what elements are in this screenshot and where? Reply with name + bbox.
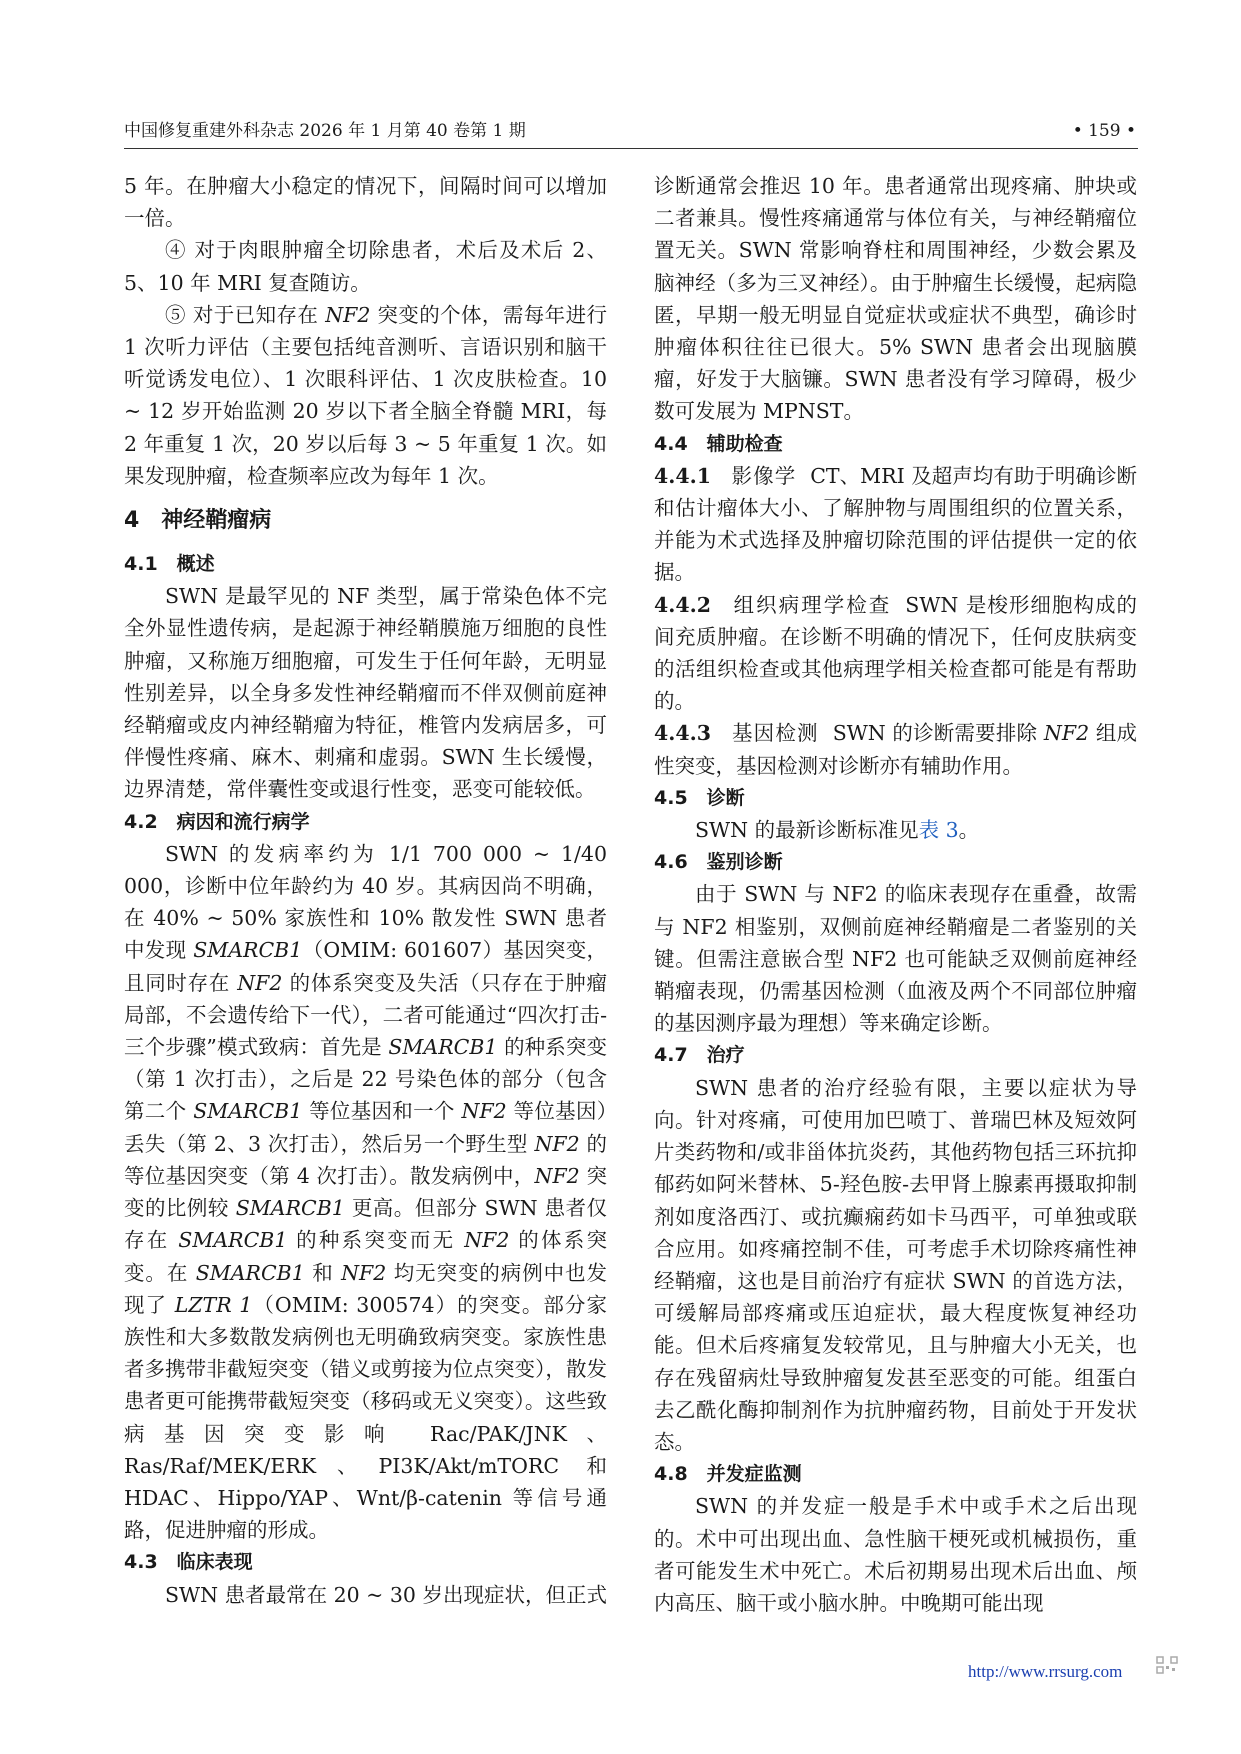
subsection-heading: 4.7 治疗 <box>654 1044 745 1067</box>
paragraph: SWN 患者最常在 20 ~ 30 岁出现症状，但正式 <box>165 1582 607 1607</box>
paragraph: SWN 的并发症一般是手术中或手术之后出现的。术中可出现出血、急性脑干梗死或机械损伤，重者可能发生术中死亡。术后初期易出现术后出血、颅内高压、脑干或小脑水肿。中晚期可能出现 <box>654 1494 1137 1615</box>
paragraph: SWN 患者的治疗经验有限，主要以症状为导向。针对疼痛，可使用加巴喷丁、普瑞巴林及短效阿片类药物和/或非甾体抗炎药，其他药物包括三环抗抑郁药如阿米替林、5-羟色胺-去甲肾上腺素再摄取抑制剂如度洛西汀、或抗癫痫药如卡马西平，可单独或联合应用。如疼痛控制不佳，可考虑手术切除疼痛性神经鞘瘤，这也是目前治疗有症状 SWN 的首选方法，可缓解局部疼痛或压迫症状，最大程度恢复神经功能。但术后疼痛复发较常见，且与肿瘤大小无关，也存在残留病灶导致肿瘤复发甚至恶变的可能。组蛋白去乙酰化酶抑制剂作为抗肿瘤药物，目前处于开发状态。 <box>654 1075 1137 1454</box>
table-link[interactable]: 表 3 <box>918 818 959 843</box>
paragraph: 4.4.2 组织病理学检查 SWN 是梭形细胞构成的间充质肿瘤。在诊断不明确的情况下，任何皮肤病变的活组织检查或其他病理学相关检查都可能是有帮助的。 <box>654 592 1138 714</box>
paragraph: SWN 是最罕见的 NF 类型，属于常染色体不完全外显性遗传病，是起源于神经鞘膜施万细胞的良性肿瘤，又称施万细胞瘤，可发生于任何年龄，无明显性别差异，以全身多发性神经鞘瘤而不伴双侧前庭神经鞘瘤或皮内神经鞘瘤为特征，椎管内发病居多，可伴慢性疼痛、麻木、刺痛和虚弱。SWN 生长缓慢，边界清楚，常伴囊性变或退行性变，恶变可能较低。 <box>124 584 607 802</box>
paragraph: 由于 SWN 与 NF2 的临床表现存在重叠，故需与 NF2 相鉴别，双侧前庭神经鞘瘤是二者鉴别的关键。但需注意嵌合型 NF2 也可能缺乏双侧前庭神经鞘瘤表现，仍需基因检测（血液及两个不同部位肿瘤的基因测序最为理想）等来确定诊断。 <box>654 882 1137 1036</box>
paragraph: ⑤ 对于已知存在 NF2 突变的个体，需每年进行 1 次听力评估（主要包括纯音测听、言语识别和脑干听觉诱发电位）、1 次眼科评估、1 次皮肤检查。10 ~ 12 岁开始监测 20 岁以下者全脑全脊髓 MRI，每 2 年重复 1 次，20 岁以后每 3 ~ 5 年重复 1 次。如果发现肿瘤，检查频率应改为每年 1 次。 <box>124 302 607 488</box>
paragraph: SWN 的最新诊断标准见表 3。 <box>695 818 980 843</box>
paragraph: ④ 对于肉眼肿瘤全切除患者，术后及术后 2、5、10 年 MRI 复查随访。 <box>124 238 607 295</box>
subsection-heading: 4.1 概述 <box>124 553 215 576</box>
paragraph: 诊断通常会推迟 10 年。患者通常出现疼痛、肿块或二者兼具。慢性疼痛通常与体位有关，与神经鞘瘤位置无关。SWN 常影响脊柱和周围神经，少数会累及脑神经（多为三叉神经）。由于肿瘤生长缓慢，起病隐匿，早期一般无明显自觉症状或症状不典型，确诊时肿瘤体积往往已很大。5% SWN 患者会出现脑膜瘤，好发于大脑镰。SWN 患者没有学习障碍，极少数可发展为 MPNST。 <box>654 174 1137 424</box>
paragraph: 4.4.1 影像学 CT、MRI 及超声均有助于明确诊断和估计瘤体大小、了解肿物与周围组织的位置关系，并能为术式选择及肿瘤切除范围的评估提供一定的依据。 <box>654 463 1138 585</box>
paragraph: SWN 的发病率约为 1/1 700 000 ~ 1/40 000，诊断中位年龄约为 40 岁。其病因尚不明确，在 40% ~ 50% 家族性和 10% 散发性 SWN 患者中发现 SMARCB1（OMIM: 601607）基因突变，且同时存在 NF2 的体系突变及失活（只存在于肿瘤局部，不会遗传给下一代），二者可能通过“四次打击-三个步骤”模式致病：首先是 SMARCB1 的种系突变（第 1 次打击），之后是 22 号染色体的部分（包含第二个 SMARCB1 等位基因和一个 NF2 等位基因）丢失（第 2、3 次打击），然后另一个野生型 NF2 的等位基因突变（第 4 次打击）。散发病例中，NF2 突变的比例较 SMARCB1 更高。但部分 SWN 患者仅存在 SMARCB1 的种系突变而无 NF2 的体系突变。在 SMARCB1 和 NF2 均无突变的病例中也发现了 LZTR 1（OMIM: 300574）的突变。部分家族性和大多数散发病例也无明确致病突变。家族性患者多携带非截短突变（错义或剪接为位点突变），散发患者更可能携带截短突变（移码或无义突变）。这些致病基因突变影响 Rac/PAK/JNK、Ras/Raf/MEK/ERK、PI3K/Akt/mTORC 和 HDAC、Hippo/YAP、Wnt/β-catenin 等信号通路，促进肿瘤的形成。 <box>124 841 607 1543</box>
section-heading: 4 神经鞘瘤病 <box>124 508 272 534</box>
subsection-heading: 4.6 鉴别诊断 <box>654 851 783 874</box>
qr-code-icon <box>1156 1656 1178 1674</box>
subsection-heading: 4.5 诊断 <box>654 786 745 809</box>
paragraph: 5 年。在肿瘤大小稳定的情况下，间隔时间可以增加一倍。 <box>124 174 607 231</box>
subsection-heading: 4.3 临床表现 <box>124 1551 253 1574</box>
subsection-heading: 4.4 辅助检查 <box>654 432 783 455</box>
subsection-heading: 4.8 并发症监测 <box>654 1463 802 1486</box>
journal-url-link[interactable]: http://www.rrsurg.com <box>968 1662 1123 1681</box>
gene-name: NF2 <box>325 302 371 327</box>
subsection-heading: 4.2 病因和流行病学 <box>124 810 310 833</box>
left-column <box>124 170 607 1611</box>
right-column <box>654 170 1137 1619</box>
running-header <box>124 118 1138 149</box>
journal-citation: 中国修复重建外科杂志 2026 年 1 月第 40 卷第 1 期 <box>124 121 526 141</box>
page-number: • 159 • <box>1072 121 1136 141</box>
paragraph: 4.4.3 基因检测 SWN 的诊断需要排除 NF2 组成性突变，基因检测对诊断亦有辅助作用。 <box>654 721 1138 778</box>
